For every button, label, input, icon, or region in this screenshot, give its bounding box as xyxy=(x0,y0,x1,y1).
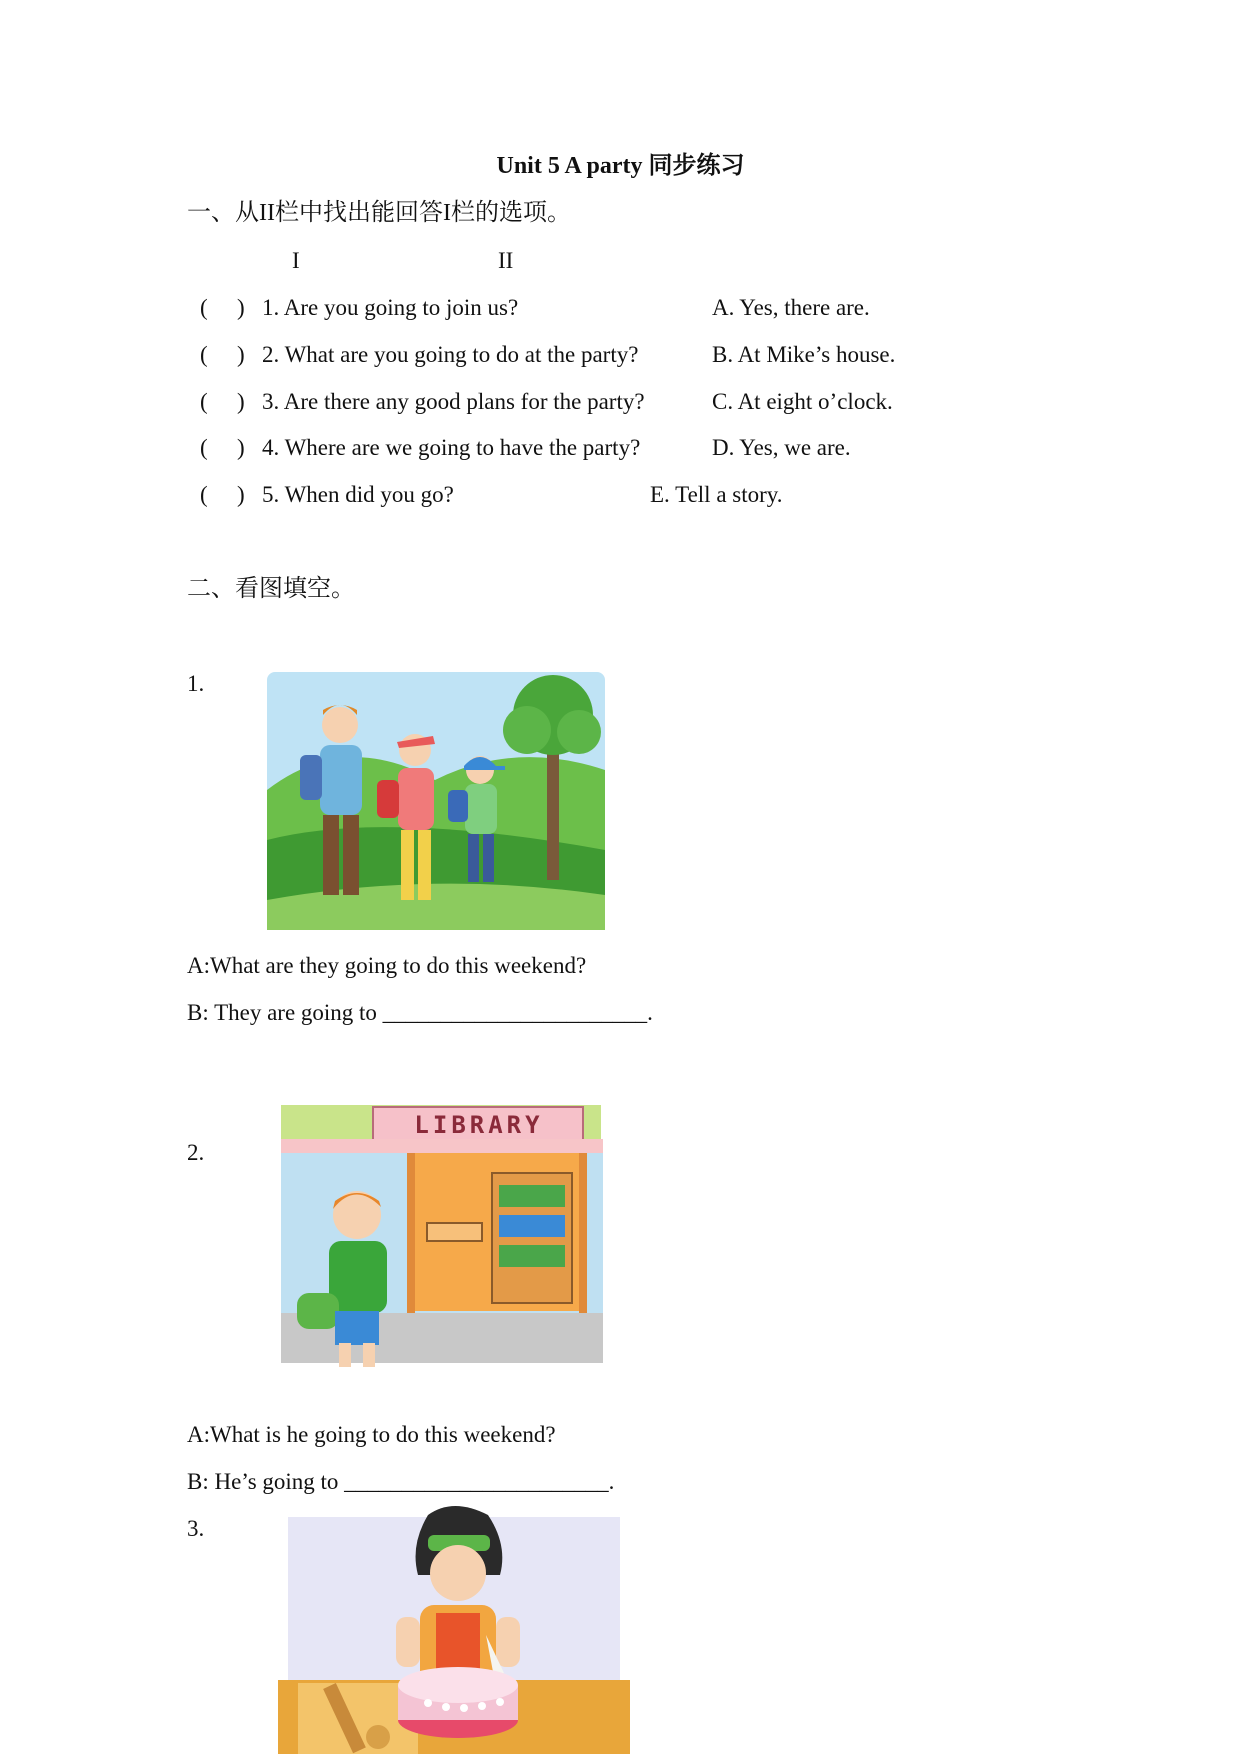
column-ii-label: II xyxy=(498,248,514,273)
item-2-answer-blank: B: He’s going to _______________________. xyxy=(187,1469,615,1494)
question-4: 4. Where are we going to have the party? xyxy=(262,435,641,460)
option-e: E. Tell a story. xyxy=(650,482,783,507)
item-1-number: 1. xyxy=(187,671,205,696)
page-title: Unit 5 A party 同步练习 xyxy=(496,153,745,179)
answer-bracket-close: ) xyxy=(237,482,245,507)
option-a: A. Yes, there are. xyxy=(712,295,870,320)
part2-heading: 二、看图填空。 xyxy=(187,576,355,602)
option-c: C. At eight o’clock. xyxy=(712,389,893,414)
answer-bracket-close: ) xyxy=(237,342,245,367)
library-sign: LIBRARY xyxy=(414,1111,544,1139)
answer-bracket-open: ( xyxy=(200,482,208,507)
question-2: 2. What are you going to do at the party? xyxy=(262,342,639,367)
part1-heading: 一、从II栏中找出能回答I栏的选项。 xyxy=(187,200,571,226)
column-i-label: I xyxy=(292,248,300,273)
answer-bracket-open: ( xyxy=(200,295,208,320)
library-boy-illustration xyxy=(277,1103,627,1371)
answer-bracket-close: ) xyxy=(237,295,245,320)
hiking-family-illustration xyxy=(265,670,607,932)
cake-decorating-illustration xyxy=(278,1505,630,1754)
answer-bracket-open: ( xyxy=(200,342,208,367)
item-1-question: A:What are they going to do this weekend? xyxy=(187,953,587,978)
question-5: 5. When did you go? xyxy=(262,482,454,507)
answer-bracket-open: ( xyxy=(200,389,208,414)
answer-bracket-open: ( xyxy=(200,435,208,460)
item-3-number: 3. xyxy=(187,1516,205,1541)
option-d: D. Yes, we are. xyxy=(712,435,851,460)
option-b: B. At Mike’s house. xyxy=(712,342,896,367)
question-3: 3. Are there any good plans for the party? xyxy=(262,389,645,414)
item-2-number: 2. xyxy=(187,1140,205,1165)
item-2-question: A:What is he going to do this weekend? xyxy=(187,1422,556,1447)
question-1: 1. Are you going to join us? xyxy=(262,295,519,320)
item-1-answer-blank: B: They are going to _______________________. xyxy=(187,1000,653,1025)
answer-bracket-close: ) xyxy=(237,389,245,414)
answer-bracket-close: ) xyxy=(237,435,245,460)
